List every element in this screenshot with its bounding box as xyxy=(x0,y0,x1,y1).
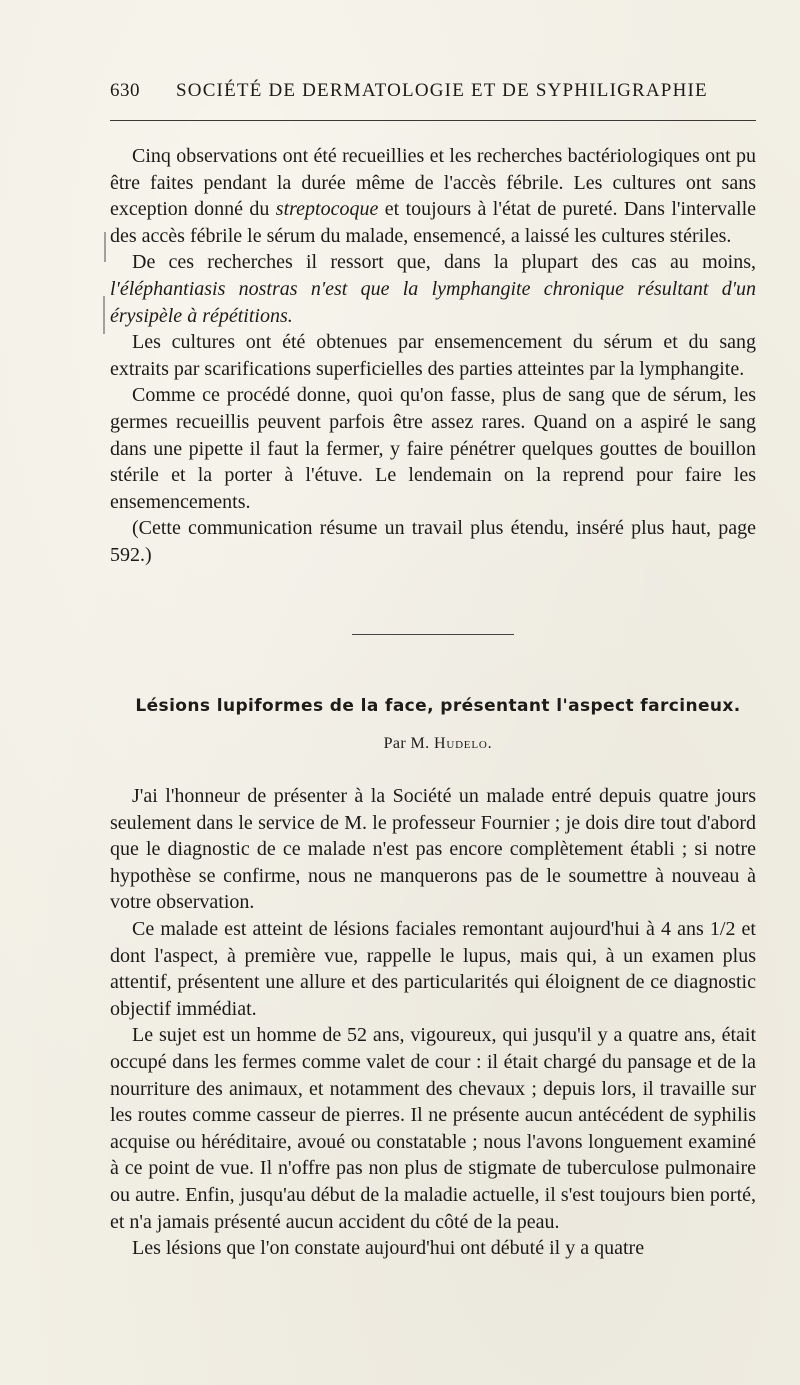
paragraph: Les lésions que l'on constate aujourd'hui ont débuté il y a quatre xyxy=(132,1237,645,1260)
section-2-text xyxy=(110,783,756,1262)
paragraph: Le sujet est un homme de 52 ans, vigoureux, qui jusqu'il y a quatre ans, était occupé dans les fermes comme valet de cour : il était chargé du pansage et de la nourriture des animaux, et notamment des chevaux ; depuis lors, il travaille sur les routes comme casseur de pierres. Il ne présente aucun antécédent de syphilis acquise ou héréditaire, avoué ou constatable ; nous l'avons longuement examiné à ce point de vue. Il n'offre pas non plus de stigmate de tuberculose pulmonaire ou autre. Enfin, jusqu'au début de la maladie actuelle, il s'est toujours bien porté, et n'a jamais présenté aucun accident du côté de la peau. xyxy=(110,1024,756,1233)
author-prefix: Par M. xyxy=(383,735,430,752)
author-name: Hudelo. xyxy=(433,735,493,752)
running-title: SOCIÉTÉ DE DERMATOLOGIE ET DE SYPHILIGRAPHIE xyxy=(176,80,708,101)
paragraph: Comme ce procédé donne, quoi qu'on fasse, plus de sang que de sérum, les germes recueillis peuvent parfois être assez rares. Quand on a aspiré le sang dans une pipette il faut la fermer, y faire pénétrer quelques gouttes de bouillon stérile et la porter à l'étuve. Le lendemain on la reprend pour faire les ensemencements. xyxy=(110,384,756,513)
article-author xyxy=(110,735,766,753)
paragraph: Les cultures ont été obtenues par ensemencement du sérum et du sang extraits par scarifications superficielles des parties atteintes par la lymphangite. xyxy=(110,331,756,380)
paragraph: J'ai l'honneur de présenter à la Société un malade entré depuis quatre jours seulement dans le service de M. le professeur Fournier ; je dois dire tout d'abord que le diagnostic de ce malade n'est pas encore complètement établi ; si notre hypothèse se confirme, nous ne manquerons pas de le soumettre à nouveau à votre observation. xyxy=(110,785,756,914)
paragraph: Cinq observations ont été recueillies et les recherches bactériologiques ont pu être faites pendant la durée même de l'accès fébrile. Les cultures ont sans exception donné du streptocoque et toujours à l'état de pureté. Dans l'intervalle des accès fébrile le sérum du malade, ensemencé, a laissé les cultures stériles. xyxy=(110,145,757,247)
margin-mark xyxy=(103,296,105,334)
margin-mark xyxy=(104,232,106,262)
emphasis: streptocoque xyxy=(275,198,379,221)
paragraph: Ce malade est atteint de lésions faciales remontant aujourd'hui à 4 ans 1/2 et dont l'aspect, à première vue, rappelle le lupus, mais qui, à un examen plus attentif, présentent une allure et des particularités qui éloignent de ce diagnostic objectif immédiat. xyxy=(110,917,756,1020)
header-rule xyxy=(110,120,756,121)
article-title: Lésions lupiformes de la face, présentant l'aspect farcineux. xyxy=(135,696,741,716)
section-1-text xyxy=(110,143,756,569)
section-separator xyxy=(352,634,514,635)
paragraph: De ces recherches il ressort que, dans la plupart des cas au moins, l'éléphantiasis nostras n'est que la lymphangite chronique résultant d'un érysipèle à répétitions. xyxy=(110,251,756,327)
emphasis: l'éléphantiasis nostras n'est que la lymphangite chronique résultant d'un érysipèle à répétitions. xyxy=(110,277,756,327)
running-header xyxy=(110,80,756,110)
page-number: 630 xyxy=(110,80,140,101)
paragraph: (Cette communication résume un travail plus étendu, inséré plus haut, page 592.) xyxy=(110,517,756,566)
